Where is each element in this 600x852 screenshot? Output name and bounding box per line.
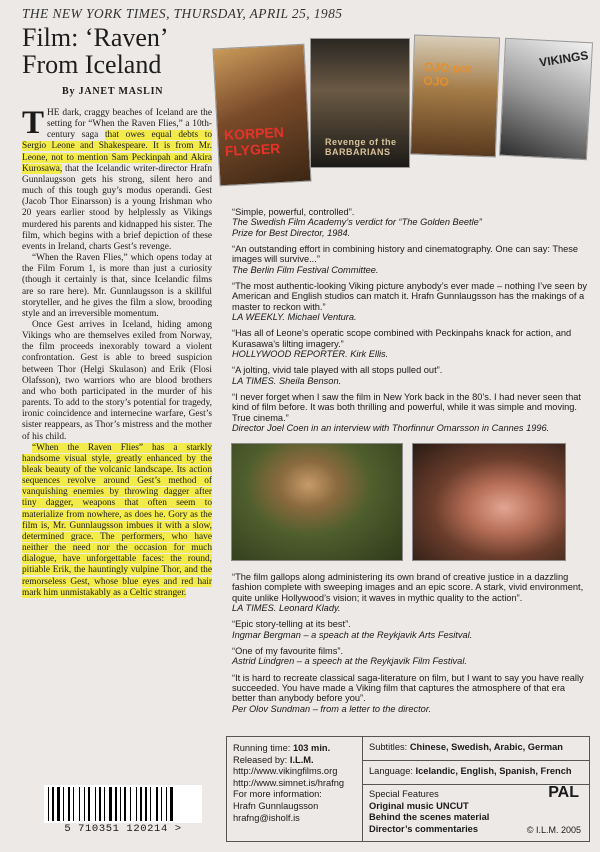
barcode-bar bbox=[95, 787, 96, 821]
barcode-bars bbox=[48, 787, 198, 821]
barcode-number: 5 710351 120214 > bbox=[44, 823, 202, 835]
quote-source: LA TIMES. Sheila Benson. bbox=[232, 375, 342, 386]
barcode-bar bbox=[63, 787, 64, 821]
website-link[interactable]: http://www.simnet.is/hrafng bbox=[233, 777, 345, 788]
barcode-bar bbox=[104, 787, 105, 821]
quote-text: “One of my favourite films”. bbox=[232, 646, 344, 657]
quote bbox=[232, 207, 590, 238]
special-features bbox=[363, 785, 589, 841]
subtitles-label: Subtitles: bbox=[369, 742, 410, 752]
special-features-label: Special Features bbox=[369, 789, 439, 799]
quote bbox=[232, 281, 590, 323]
released-by bbox=[233, 755, 356, 767]
barcode-bar bbox=[48, 787, 49, 821]
running-time bbox=[233, 743, 356, 755]
cover-title: Revenge of the BARBARIANS bbox=[325, 137, 397, 157]
disc-specs bbox=[363, 737, 589, 841]
barcode-bar bbox=[161, 787, 162, 821]
feature-item: Behind the scenes material bbox=[369, 812, 490, 823]
film-still-hero bbox=[231, 443, 403, 561]
article-text: that the Icelandic writer-director Hrafn Gunnlaugsson gets his strong, silent hero and much of this tough guy’s modus operandi. Gest (Jacob Thor Einarsson) is a young Irishman who 20 years earlier stood by helplessly as Vikings murdered his parents and kidnapped his sister. The film, which begins with a brief depiction of these events in Ireland, charts Gest’s revenge. bbox=[22, 163, 212, 252]
language-value: Icelandic, English, Spanish, French bbox=[415, 766, 572, 776]
article-body bbox=[22, 105, 212, 599]
contact-email[interactable]: hrafng@isholf.is bbox=[233, 812, 300, 823]
quote-source: The Swedish Film Academy’s verdict for “The Golden Beetle” bbox=[232, 217, 482, 228]
cover-title: KORPEN FLYGER bbox=[223, 123, 285, 159]
quote-text: “A jolting, vivid tale played with all stops pulled out”. bbox=[232, 365, 443, 376]
contact-name: Hrafn Gunnlaugsson bbox=[233, 800, 319, 811]
cover-ojo-por-ojo bbox=[410, 35, 500, 158]
website-link[interactable]: http://www.vikingfilms.org bbox=[233, 766, 338, 777]
barcode-bar bbox=[115, 787, 117, 821]
dvd-covers bbox=[214, 36, 592, 192]
barcode-bar bbox=[73, 787, 74, 821]
subtitles-value: Chinese, Swedish, Arabic, German bbox=[409, 742, 563, 752]
review-quotes-bottom bbox=[232, 572, 590, 720]
quote-text: “Simple, powerful, controlled”. bbox=[232, 207, 355, 217]
barcode-bar bbox=[99, 787, 101, 821]
review-quotes-top bbox=[232, 207, 590, 440]
cover-revenge-of-the-barbarians bbox=[310, 38, 410, 168]
highlighted-text: that owes equal debts to Sergio Leone and Shakespeare. It is from Mr. Leone, not to mention Sam Peckinpah and Akira Kurosawa, bbox=[22, 130, 212, 174]
copyright: © I.L.M. 2005 bbox=[526, 825, 581, 836]
quote bbox=[232, 244, 590, 275]
quote-text: “An outstanding effort in combining history and cinematography. One can say: These images will survive...” bbox=[232, 244, 579, 265]
quote-source: HOLLYWOOD REPORTER. Kirk Ellis. bbox=[232, 349, 389, 360]
drop-cap: T bbox=[22, 105, 45, 141]
quote-text: “It is hard to recreate classical saga-literature on film, but I want to say you have really succeeded. You have made a Viking film that captures the atmosphere of that era better than anybody before you”. bbox=[232, 672, 584, 704]
barcode-bar bbox=[145, 787, 147, 821]
quote-text: “I never forget when I saw the film in New York back in the 80’s. I had never seen that kind of film before. It was both thrilling and powerful, while it was simple and moving. True cinema.” bbox=[232, 392, 581, 423]
released-by-label: Released by: bbox=[233, 754, 290, 765]
quote-source: LA WEEKLY. Michael Ventura. bbox=[232, 312, 357, 323]
article-paragraph-3: Once Gest arrives in Iceland, hiding among Vikings who are themselves exiled from Norway, the film proceeds inexorably toward a violent confrontation. Gest is able to breed suspicion between Thor (Helgi Skulason) and Erik (Flosi Olafsson), two warriors who are blood brothers and who both participated in the murder of his parents. To add to the story’s potential for tragedy, ironic coincidence and internecine warfare, Gest’s sister reappears, as Thor’s mistress and the mother of his child. bbox=[22, 319, 212, 442]
quote-source: Per Olov Sundman – from a letter to the director. bbox=[232, 703, 432, 714]
barcode-bar bbox=[150, 787, 151, 821]
release-info bbox=[227, 737, 363, 841]
barcode-bar bbox=[140, 787, 142, 821]
quote bbox=[232, 572, 590, 614]
feature-item: Director’s commentaries bbox=[369, 823, 479, 834]
barcode-bar bbox=[88, 787, 90, 821]
quote-text: “Epic story-telling at its best”. bbox=[232, 619, 351, 630]
barcode-bar bbox=[156, 787, 158, 821]
barcode-bar bbox=[52, 787, 54, 821]
dvd-info-box bbox=[226, 736, 590, 842]
more-info-label: For more information: bbox=[233, 789, 322, 800]
quote-source: Ingmar Bergman – a speach at the Reykjavik Arts Fesitval. bbox=[232, 629, 473, 640]
quote bbox=[232, 673, 590, 715]
quote bbox=[232, 328, 590, 359]
barcode-bar bbox=[109, 787, 112, 821]
quote-source-extra: Prize for Best Director, 1984. bbox=[232, 227, 351, 238]
barcode-bar bbox=[120, 787, 121, 821]
cover-title: OJO por OJO bbox=[423, 59, 473, 89]
released-by-value: I.L.M. bbox=[289, 754, 314, 765]
barcode-bar bbox=[68, 787, 70, 821]
film-still-closeup bbox=[412, 443, 566, 561]
masthead: THE NEW YORK TIMES, THURSDAY, APRIL 25, 1985 bbox=[22, 6, 343, 21]
barcode-bar bbox=[57, 787, 60, 821]
article-paragraph-2: “When the Raven Flies,” which opens today at the Film Forum 1, is more than just a curiosity (though it certainly is that, since Icelandic films are so rare here). Mr. Gunnlaugsson is a skillful storyteller, and he gives the film a slow, brooding style and an irreversible momentum. bbox=[22, 253, 212, 319]
byline: By JANET MASLIN bbox=[62, 86, 164, 97]
barcode-bar bbox=[124, 787, 126, 821]
barcode-bar bbox=[136, 787, 137, 821]
highlighted-text: “When the Raven Flies” has a starkly handsome visual style, greatly enhanced by the bleak beauty of the volcanic landscape. Its action sequences revolve around Gest’s method of vanquishing enemies by throwing dagger after tiny dagger, weapons that often seem to materialize from nowhere, as does he. Gory as the film is, Mr. Gunnlaugsson imbues it with a slow, determined grace. The performers, who have neither the need nor the occasion for much dialogue, have unforgettable faces: the round, pitiable Erik, the hauntingly vulpine Thor, and the remorseless Gest, whose blue eyes and red hair mark him unmistakably as a Celtic stranger. bbox=[22, 442, 212, 598]
running-time-value: 103 min. bbox=[292, 743, 331, 753]
quote bbox=[232, 392, 590, 434]
language-row bbox=[363, 761, 589, 785]
article-paragraph-1 bbox=[22, 105, 212, 253]
quote-source: The Berlin Film Festival Committee. bbox=[232, 264, 379, 275]
cover-korpen-flyger bbox=[212, 44, 311, 187]
cover-title: VIKINGS bbox=[538, 48, 590, 70]
subtitles-row bbox=[363, 737, 589, 761]
barcode-bar bbox=[170, 787, 173, 821]
quote-text: “The most authentic-looking Viking picture anybody’s ever made – nothing I’ve seen by American and English studios can match it. Hrafn Gunnlaugsson has the makings of a master to reckon with.” bbox=[232, 281, 587, 312]
video-format: PAL bbox=[548, 784, 579, 801]
quote-text: “Has all of Leone’s operatic scope combined with Peckinpahs knack for action, and Kurasawa’s lilting imagery.” bbox=[232, 328, 572, 349]
barcode-bar bbox=[79, 787, 80, 821]
language-label: Language: bbox=[369, 766, 416, 776]
quote bbox=[232, 619, 590, 640]
quote bbox=[232, 646, 590, 667]
quote-source: LA TIMES. Leonard Klady. bbox=[232, 603, 341, 614]
headline: Film: ‘Raven’ From Iceland bbox=[22, 23, 167, 79]
running-time-label: Running time: bbox=[233, 743, 293, 753]
quote-source: Director Joel Coen in an interview with Thorfinnur Omarsson in Cannes 1996. bbox=[232, 423, 550, 434]
barcode-bar bbox=[84, 787, 85, 821]
cover-vikings bbox=[499, 38, 593, 160]
barcode-bar bbox=[130, 787, 131, 821]
quote-text: “The film gallops along administering its own brand of creative justice in a dazzling fashion complete with sweeping images and an epic score. A stark, vivid environment, quite unlike Hollywood’s vision; it waves in mythic quality to the action”. bbox=[232, 572, 584, 603]
feature-item: Original music UNCUT bbox=[369, 800, 469, 811]
barcode-bar bbox=[166, 787, 167, 821]
article-text: HE dark, craggy beaches of Iceland are the setting for “When the Raven Flies,” a 10th-century saga bbox=[47, 108, 212, 141]
quote bbox=[232, 365, 590, 386]
quote-source: Astrid Lindgren – a speech at the Reykjavik Film Festival. bbox=[232, 656, 467, 667]
article-paragraph-4 bbox=[22, 443, 212, 599]
